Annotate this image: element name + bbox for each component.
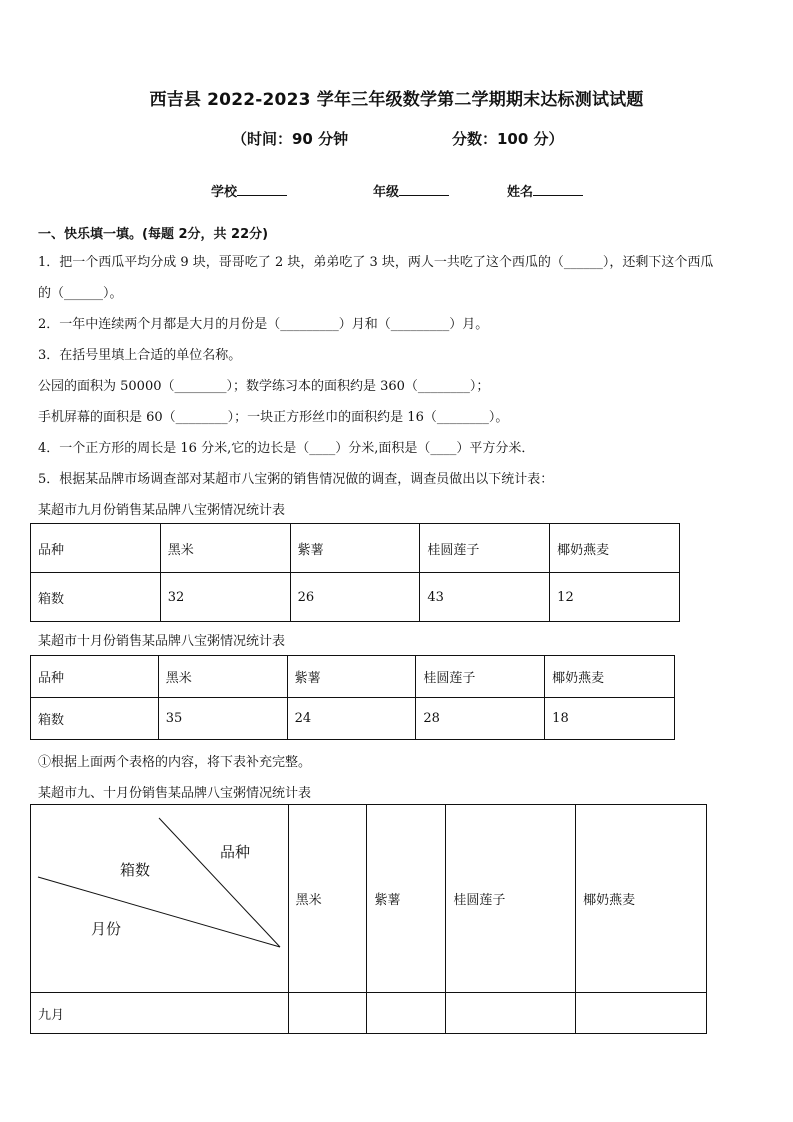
table-cell: 紫薯 [287, 656, 416, 698]
table-cell: 紫薯 [290, 524, 420, 573]
exam-score: 分数：100 分） [452, 130, 564, 148]
table-cell: 12 [550, 573, 680, 622]
header-label-month: 月份 [91, 920, 122, 938]
question-3-line-b: 手机屏幕的面积是 60（________）；一块正方形丝巾的面积约是 16（________）。 [38, 410, 509, 425]
question-4: 4．一个正方形的周长是 16 分米,它的边长是（____）分米,面积是（____）平方分米． [38, 441, 535, 456]
table-cell: 24 [287, 698, 416, 740]
grade-label: 年级 [373, 185, 400, 200]
table-row [31, 524, 680, 573]
table-cell: 黑米 [158, 656, 287, 698]
diagonal-lines [31, 805, 289, 993]
table-cell: 椰奶燕麦 [545, 656, 675, 698]
table-cell: 箱数 [31, 698, 159, 740]
grade-blank[interactable] [399, 183, 449, 196]
section-heading: 一、快乐填一填。(每题 2分，共 22分) [38, 227, 269, 242]
table-cell: 26 [290, 573, 420, 622]
name-label: 姓名 [507, 185, 534, 200]
table-row [31, 805, 707, 993]
school-blank[interactable] [237, 183, 287, 196]
name-field [507, 181, 583, 200]
table-cell: 紫薯 [367, 805, 446, 993]
table-cell: 黑米 [160, 524, 290, 573]
question-5: 5．根据某品牌市场调查部对某超市八宝粥的销售情况做的调查，调查员做出以下统计表： [38, 472, 554, 487]
grade-field [373, 181, 449, 200]
table-cell: 43 [420, 573, 550, 622]
table-cell: 32 [160, 573, 290, 622]
answer-cell[interactable] [288, 993, 367, 1034]
table-1-caption: 某超市九月份销售某品牌八宝粥情况统计表 [38, 503, 286, 518]
table-cell: 品种 [31, 656, 159, 698]
table-row [31, 656, 675, 698]
table-row [31, 573, 680, 622]
table-cell: 椰奶燕麦 [576, 805, 707, 993]
question-2: 2．一年中连续两个月都是大月的月份是（_________）月和（_________）月。 [38, 317, 489, 332]
name-blank[interactable] [533, 183, 583, 196]
table-cell: 椰奶燕麦 [550, 524, 680, 573]
page-title: 西吉县 2022-2023 学年三年级数学第二学期期末达标测试试题 [149, 90, 644, 110]
table-cell: 桂圆莲子 [416, 656, 545, 698]
table-cell: 28 [416, 698, 545, 740]
table-combined [30, 804, 707, 1034]
question-3-line-a: 公园的面积为 50000（________）；数学练习本的面积约是 360（________）； [38, 379, 490, 394]
answer-cell[interactable] [446, 993, 576, 1034]
table-row [31, 993, 707, 1034]
exam-time: （时间：90 分钟 [232, 130, 349, 148]
table-cell: 箱数 [31, 573, 161, 622]
answer-cell[interactable] [576, 993, 707, 1034]
table-cell: 桂圆莲子 [420, 524, 550, 573]
question-1-line-2: 的（______）。 [38, 286, 123, 301]
table-2-caption: 某超市十月份销售某品牌八宝粥情况统计表 [38, 634, 286, 649]
header-label-boxes: 箱数 [120, 861, 151, 879]
table-cell: 九月 [31, 993, 289, 1034]
table-cell: 黑米 [288, 805, 367, 993]
instruction: ①根据上面两个表格的内容，将下表补充完整。 [38, 755, 312, 770]
header-label-variety: 品种 [220, 843, 251, 861]
table-october [30, 655, 675, 740]
table-cell: 35 [158, 698, 287, 740]
question-1-line-1: 1．把一个西瓜平均分成 9 块，哥哥吃了 2 块，弟弟吃了 3 块，两人一共吃了这个西瓜的（______），还剩下这个西瓜 [38, 255, 714, 270]
table-cell: 品种 [31, 524, 161, 573]
table-september [30, 523, 680, 622]
school-field [211, 181, 287, 200]
answer-cell[interactable] [367, 993, 446, 1034]
table-3-caption: 某超市九、十月份销售某品牌八宝粥情况统计表 [38, 786, 312, 801]
school-label: 学校 [211, 185, 238, 200]
table-cell: 桂圆莲子 [446, 805, 576, 993]
question-3: 3．在括号里填上合适的单位名称。 [38, 348, 242, 363]
diagonal-header-cell [31, 805, 289, 993]
table-cell: 18 [545, 698, 675, 740]
table-row [31, 698, 675, 740]
